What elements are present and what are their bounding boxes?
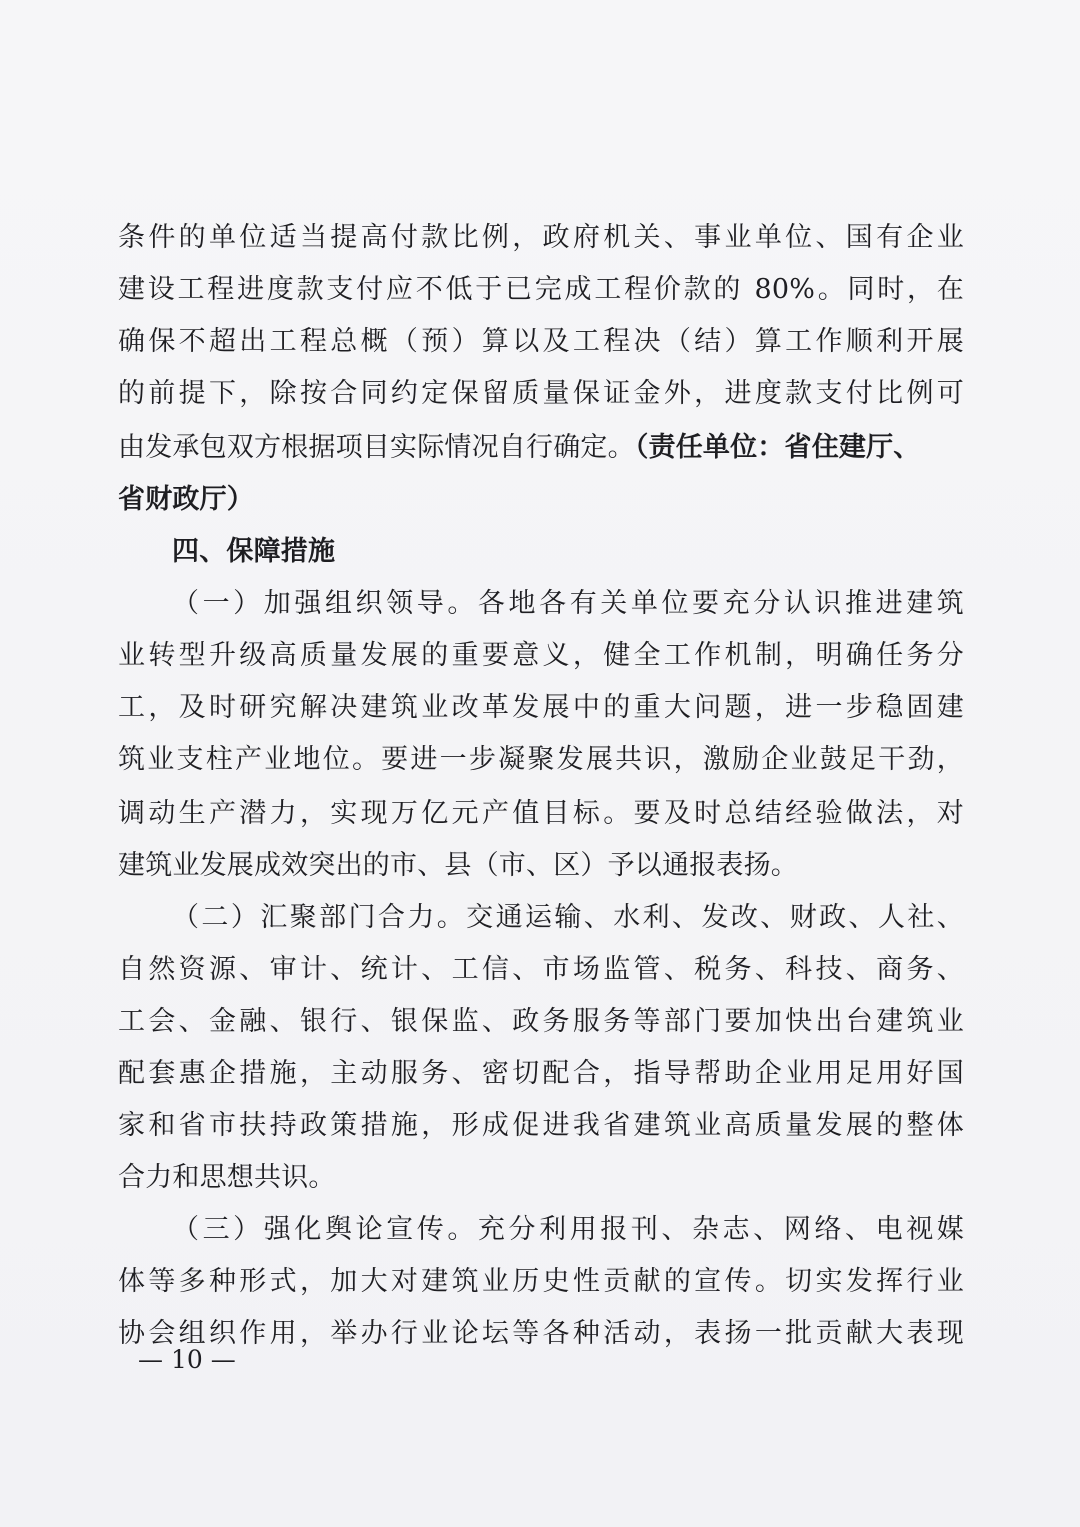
body-line-3: 确保不超出工程总概（预）算以及工程决（结）算工作顺利开展 [118, 326, 964, 357]
responsibility-note: （责任单位：省住建厅、 [634, 432, 921, 463]
body-line-18: 家和省市扶持政策措施，形成促进我省建筑业高质量发展的整体 [118, 1110, 964, 1141]
body-line-15: 自然资源、审计、统计、工信、市场监管、税务、科技、商务、 [118, 954, 964, 985]
page-number: — 10 — [138, 1345, 236, 1374]
body-line-10: 工，及时研究解决建筑业改革发展中的重大问题，进一步稳固建 [118, 692, 964, 723]
body-line-20: （三）强化舆论宣传。充分利用报刊、杂志、网络、电视媒 [172, 1214, 964, 1245]
body-line-19: 合力和思想共识。 [118, 1162, 336, 1193]
body-line-1: 条件的单位适当提高付款比例，政府机关、事业单位、国有企业 [118, 222, 964, 253]
body-line-11: 筑业支柱产业地位。要进一步凝聚发展共识，激励企业鼓足干劲， [118, 744, 964, 775]
body-line-9: 业转型升级高质量发展的重要意义，健全工作机制，明确任务分 [118, 640, 964, 671]
body-line-5 [118, 426, 964, 470]
body-line-4: 的前提下，除按合同约定保留质量保证金外，进度款支付比例可 [118, 378, 964, 409]
responsibility-note-end: 省财政厅） [118, 484, 254, 515]
body-line-16: 工会、金融、银行、银保监、政务服务等部门要加快出台建筑业 [118, 1006, 964, 1037]
body-line-8: （一）加强组织领导。各地各有关单位要充分认识推进建筑 [172, 588, 964, 619]
body-line-2: 建设工程进度款支付应不低于已完成工程价款的 80%。同时，在 [118, 274, 964, 305]
body-line-14: （二）汇聚部门合力。交通运输、水利、发改、财政、人社、 [172, 902, 964, 933]
body-line-22: 协会组织作用，举办行业论坛等各种活动，表扬一批贡献大表现 [118, 1318, 964, 1349]
body-line-17: 配套惠企措施，主动服务、密切配合，指导帮助企业用足用好国 [118, 1058, 964, 1089]
body-line-12: 调动生产潜力，实现万亿元产值目标。要及时总结经验做法，对 [118, 798, 964, 829]
body-line-21: 体等多种形式，加大对建筑业历史性贡献的宣传。切实发挥行业 [118, 1266, 964, 1297]
body-line-13: 建筑业发展成效突出的市、县（市、区）予以通报表扬。 [118, 850, 798, 881]
body-line-5-text: 由发承包双方根据项目实际情况自行确定。 [118, 432, 635, 463]
section-heading: 四、保障措施 [172, 536, 336, 567]
